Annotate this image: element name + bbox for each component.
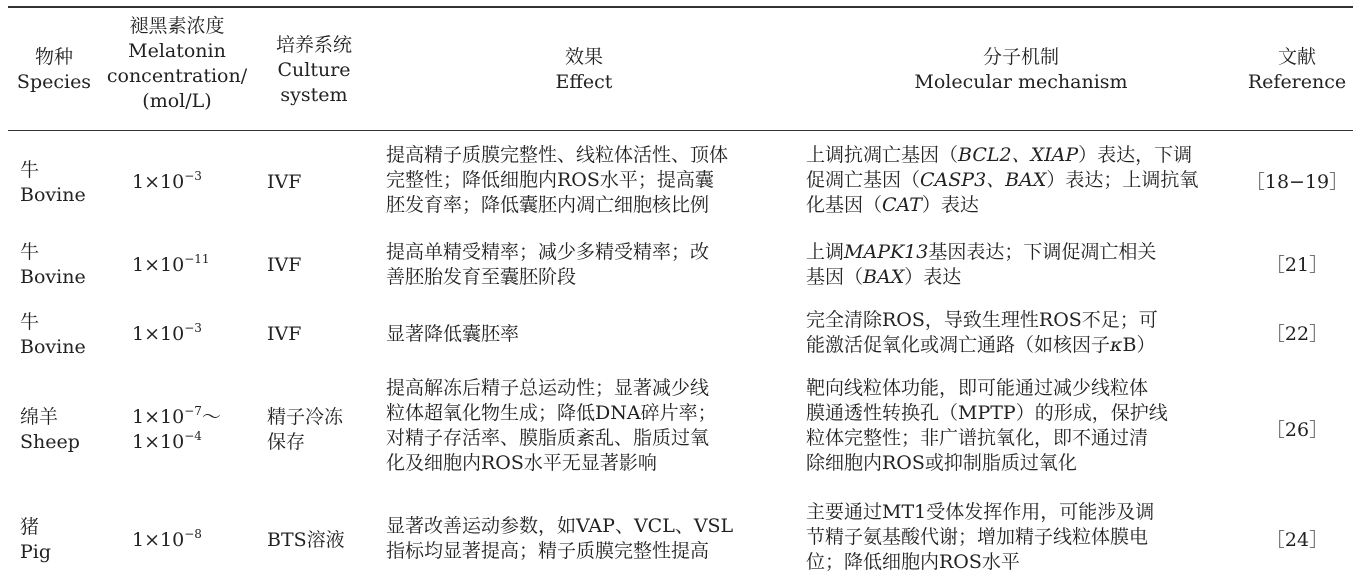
row1-concentration <box>132 170 202 195</box>
conc-separator: ～ <box>201 406 221 428</box>
row4-reference: ［26］ <box>1265 419 1329 441</box>
text: 基因（ <box>806 266 864 288</box>
row2-species-en: Bovine <box>20 266 86 288</box>
row2-reference: ［21］ <box>1265 254 1329 276</box>
row4-mech-line1: 靶向线粒体功能，即可能通过减少线粒体 <box>806 377 1149 399</box>
conc-exp: −4 <box>184 428 202 443</box>
row5-reference: ［24］ <box>1265 529 1329 551</box>
row1-effect-line2: 完整性；降低细胞内ROS水平；提高囊 <box>386 169 714 191</box>
row4-mech-line2: 膜通透性转换孔（MPTP）的形成，保护线 <box>806 402 1168 424</box>
row4-effect-line3: 对精子存活率、膜脂质紊乱、脂质过氧 <box>386 427 710 449</box>
gene-name: BAX <box>863 266 905 288</box>
row3-species <box>20 310 100 360</box>
row2-species-cn: 牛 <box>20 241 40 263</box>
row4-mech-line3: 粒体完整性；非广谱抗氧化，即不通过清 <box>806 427 1149 449</box>
row3-species-en: Bovine <box>20 336 86 358</box>
row5-mech-line2: 节精子氨基酸代谢；增加精子线粒体膜电 <box>806 526 1149 548</box>
row5-effect-line1: 显著改善运动参数，如VAP、VCL、VSL <box>386 515 734 537</box>
row3-mech-line2 <box>806 333 1246 358</box>
header-concentration-en2: concentration/ <box>106 65 248 87</box>
row2-conc-exp: −11 <box>184 251 210 266</box>
text: ）表达，下调 <box>1078 144 1193 166</box>
row2-mech-line1 <box>806 240 1246 265</box>
row1-species <box>20 158 100 208</box>
row3-culture: IVF <box>267 323 302 345</box>
row2-effect <box>386 240 796 290</box>
row4-effect-line4: 化及细胞内ROS水平无显著影响 <box>386 452 657 474</box>
row3-mech-line1 <box>806 308 1246 333</box>
text: 完全清除ROS，导致生理性ROS不足；可 <box>806 309 1158 331</box>
row2-mech-line2 <box>806 265 1246 290</box>
row4-effect-line2: 粒体超氧化物生成；降低DNA碎片率； <box>386 402 717 424</box>
kappa-symbol: κ <box>1110 334 1123 356</box>
row1-effect-line3: 胚发育率；降低囊胚内凋亡细胞核比例 <box>386 194 710 216</box>
header-culture-cn: 培养系统 <box>275 34 352 56</box>
row4-culture-line2: 保存 <box>267 431 306 453</box>
header-rule <box>8 130 1353 131</box>
top-rule <box>8 6 1353 8</box>
row5-species <box>20 515 100 565</box>
row4-conc-line1 <box>132 405 221 430</box>
row2-effect-line1: 提高单精受精率；减少多精受精率；改 <box>386 241 710 263</box>
row5-effect-line2: 指标均显著提高；精子质膜完整性提高 <box>386 540 710 562</box>
header-culture-en1: Culture <box>277 59 351 81</box>
text: 化基因（ <box>806 194 883 216</box>
row1-mech-line3 <box>806 193 1246 218</box>
row5-mech-line1: 主要通过MT1受体发挥作用，可能涉及调 <box>806 501 1155 523</box>
row3-conc-base: 1×10 <box>132 323 185 345</box>
row3-reference: ［22］ <box>1265 323 1329 345</box>
row2-mechanism <box>806 240 1246 290</box>
row3-conc-exp: −3 <box>184 320 202 335</box>
header-effect-cn: 效果 <box>564 46 603 68</box>
text: ）表达 <box>904 266 962 288</box>
row1-effect-line1: 提高精子质膜完整性、线粒体活性、顶体 <box>386 144 729 166</box>
text: ）表达 <box>921 194 979 216</box>
row5-effect <box>386 514 796 564</box>
header-culture-en2: system <box>280 84 348 106</box>
row4-concentration <box>132 405 221 455</box>
header-mechanism <box>806 45 1236 95</box>
header-concentration-en3: (mol/L) <box>142 90 212 112</box>
header-species <box>14 45 94 95</box>
row4-culture <box>267 405 343 455</box>
text: 能激活促氧化或凋亡通路（如核因子 <box>806 334 1111 356</box>
text: 促凋亡基因（ <box>806 169 921 191</box>
row1-species-en: Bovine <box>20 184 86 206</box>
header-effect <box>384 45 784 95</box>
row5-species-cn: 猪 <box>20 516 40 538</box>
gene-name: MAPK13 <box>844 241 929 263</box>
row3-effect-line1: 显著降低囊胚率 <box>386 323 520 345</box>
text: 基因表达；下调促凋亡相关 <box>928 241 1157 263</box>
row1-species-cn: 牛 <box>20 159 40 181</box>
row2-species <box>20 240 100 290</box>
row4-effect <box>386 376 796 476</box>
header-reference-cn: 文献 <box>1277 46 1316 68</box>
row2-concentration <box>132 253 210 278</box>
conc-exp: −7 <box>184 403 202 418</box>
row1-conc-exp: −3 <box>184 168 202 183</box>
row1-culture: IVF <box>267 171 302 193</box>
row5-conc-exp: −8 <box>184 526 202 541</box>
row4-mechanism <box>806 376 1246 476</box>
row1-mech-line1 <box>806 143 1246 168</box>
row4-species <box>20 405 100 455</box>
row4-conc-line2 <box>132 430 221 455</box>
header-concentration-cn: 褪黑素浓度 <box>129 15 225 37</box>
text: 上调 <box>806 241 845 263</box>
row1-conc-base: 1×10 <box>132 171 185 193</box>
conc-base: 1×10 <box>132 406 185 428</box>
row1-mech-line2 <box>806 168 1246 193</box>
row5-culture: BTS溶液 <box>267 529 345 551</box>
row3-mechanism <box>806 308 1246 358</box>
header-reference <box>1244 45 1350 95</box>
header-culture <box>262 33 366 108</box>
conc-base: 1×10 <box>132 431 185 453</box>
text: B） <box>1122 334 1156 356</box>
row4-mech-line4: 除细胞内ROS或抑制脂质过氧化 <box>806 452 1077 474</box>
header-effect-en: Effect <box>555 71 613 93</box>
header-mechanism-en: Molecular mechanism <box>914 71 1128 93</box>
header-concentration <box>102 14 252 114</box>
header-species-en: Species <box>16 71 92 93</box>
row3-effect <box>386 322 796 347</box>
row1-mechanism <box>806 143 1246 218</box>
header-mechanism-cn: 分子机制 <box>982 46 1059 68</box>
row4-effect-line1: 提高解冻后精子总运动性；显著减少线 <box>386 377 710 399</box>
gene-name: CASP3、BAX <box>920 169 1047 191</box>
row5-species-en: Pig <box>20 541 52 563</box>
row4-culture-line1: 精子冷冻 <box>267 406 344 428</box>
header-reference-en: Reference <box>1247 71 1347 93</box>
row1-reference: ［18−19］ <box>1245 171 1349 193</box>
row2-effect-line2: 善胚胎发育至囊胚阶段 <box>386 266 577 288</box>
row3-species-cn: 牛 <box>20 311 40 333</box>
row2-culture: IVF <box>267 254 302 276</box>
gene-name: BCL2、XIAP <box>958 144 1079 166</box>
row1-effect <box>386 143 796 218</box>
header-concentration-en1: Melatonin <box>128 40 226 62</box>
row5-mechanism <box>806 500 1246 575</box>
row2-conc-base: 1×10 <box>132 254 185 276</box>
header-species-cn: 物种 <box>34 46 73 68</box>
row3-concentration <box>132 322 202 347</box>
row4-species-en: Sheep <box>20 431 80 453</box>
row5-conc-base: 1×10 <box>132 529 185 551</box>
gene-name: CAT <box>882 194 922 216</box>
row5-mech-line3: 位；降低细胞内ROS水平 <box>806 551 1020 573</box>
row4-species-cn: 绵羊 <box>20 406 59 428</box>
text: 上调抗凋亡基因（ <box>806 144 959 166</box>
row5-concentration <box>132 528 202 553</box>
text: ）表达；上调抗氧 <box>1046 169 1199 191</box>
